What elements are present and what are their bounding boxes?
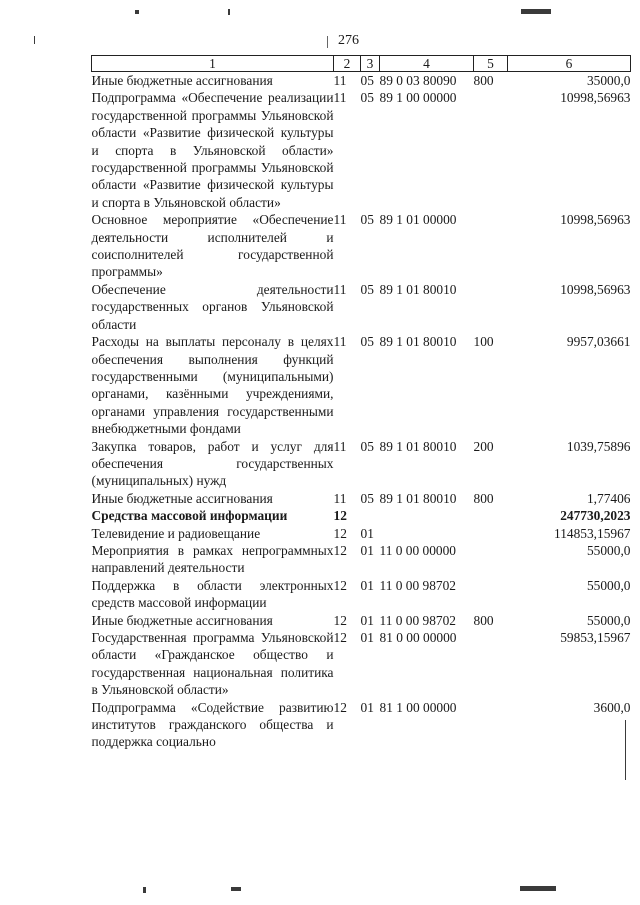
row-target-article: 11 0 00 00000 [379, 542, 456, 558]
row-section: 11 [333, 334, 347, 350]
row-expense-type: 800 [473, 612, 494, 628]
table-row [92, 89, 631, 211]
row-expense-type [474, 699, 508, 751]
row-subsection: 01 [360, 612, 374, 628]
row-subsection: 05 [360, 212, 374, 228]
row-amount: 55000,0 [586, 577, 631, 593]
row-amount: 1,77406 [586, 490, 631, 506]
row-amount: 1039,75896 [566, 438, 631, 454]
row-target-article: 89 1 01 80010 [379, 438, 457, 454]
row-section: 11 [333, 438, 347, 454]
row-subsection: 01 [360, 577, 374, 593]
table-header-row [92, 56, 631, 72]
scan-artifact-left [34, 36, 35, 44]
table-row [92, 72, 631, 90]
row-section: 11 [333, 90, 347, 106]
row-section: 11 [333, 490, 347, 506]
row-amount: 59853,15967 [560, 630, 631, 645]
row-target-article: 81 1 00 00000 [379, 699, 457, 715]
row-section: 11 [333, 212, 347, 228]
row-expense-type [474, 577, 508, 612]
row-target-article [380, 525, 474, 542]
budget-table [91, 55, 631, 751]
row-section: 12 [333, 630, 347, 645]
row-target-article [380, 507, 474, 524]
scan-artifact-bottom [520, 886, 556, 891]
row-target-article: 89 1 01 80010 [379, 281, 457, 297]
table-row [92, 612, 631, 629]
row-section: 12 [333, 699, 347, 715]
table-row [92, 525, 631, 542]
row-expense-type [474, 507, 508, 524]
table-row [92, 281, 631, 333]
row-subsection: 01 [360, 542, 374, 558]
column-header-3: 3 [361, 56, 380, 72]
row-name: Расходы на выплаты персоналу в целях обеспечения выполнения функций государственными (муниципальными) органами, казёнными учреждениями, органами управления государственными внебюджетными фондами [91, 334, 334, 437]
row-target-article: 89 1 00 00000 [379, 90, 457, 106]
row-name: Обеспечение деятельности государственных органов Ульяновской области [91, 281, 334, 332]
column-header-1: 1 [92, 56, 334, 72]
row-expense-type [474, 281, 508, 333]
table-row [92, 211, 631, 281]
scan-artifact-top [521, 9, 551, 14]
row-target-article: 89 0 03 80090 [379, 73, 457, 88]
table-body [92, 72, 631, 751]
table-row [92, 490, 631, 507]
row-name: Иные бюджетные ассигнования [91, 490, 273, 506]
row-target-article: 81 0 00 00000 [379, 630, 457, 645]
row-subsection: 05 [360, 281, 374, 297]
row-section: 12 [333, 612, 347, 628]
row-subsection: 05 [360, 90, 374, 106]
scan-artifact-top [228, 9, 230, 15]
row-section: 11 [333, 281, 347, 297]
row-target-article: 11 0 00 98702 [379, 577, 456, 593]
table-row [92, 542, 631, 577]
row-subsection: 01 [360, 525, 374, 541]
row-expense-type: 800 [473, 73, 494, 88]
row-expense-type [474, 542, 508, 577]
row-name: Мероприятия в рамках непрограммных направлений деятельности [91, 542, 334, 576]
scan-tick-mark [327, 36, 328, 48]
row-target-article: 89 1 01 80010 [379, 490, 457, 506]
row-subsection: 01 [360, 630, 374, 645]
row-subsection: 05 [360, 490, 374, 506]
table-row [92, 699, 631, 751]
row-name: Телевидение и радиовещание [91, 525, 261, 541]
row-expense-type: 200 [473, 438, 494, 454]
table-row [92, 629, 631, 699]
column-header-5: 5 [474, 56, 508, 72]
row-section: 11 [333, 73, 347, 88]
row-subsection: 01 [360, 699, 374, 715]
row-expense-type: 800 [473, 490, 494, 506]
row-subsection: 05 [360, 334, 374, 350]
table-row [92, 333, 631, 437]
row-section: 12 [333, 525, 347, 541]
column-header-2: 2 [334, 56, 361, 72]
row-amount: 247730,2023 [560, 508, 631, 524]
row-target-article: 89 1 01 80010 [379, 334, 457, 350]
row-name: Средства массовой информации [91, 508, 288, 524]
row-name: Иные бюджетные ассигнования [91, 612, 273, 628]
column-header-4: 4 [380, 56, 474, 72]
row-name: Государственная программа Ульяновской области «Гражданское общество и государственная национальная политика в Ульяновской области» [91, 630, 334, 698]
row-subsection [361, 507, 380, 524]
row-section: 12 [333, 577, 347, 593]
row-name: Поддержка в области электронных средств массовой информации [91, 577, 334, 611]
row-name: Иные бюджетные ассигнования [91, 73, 273, 88]
row-amount: 114853,15967 [554, 525, 631, 541]
row-target-article: 11 0 00 98702 [379, 612, 456, 628]
row-name: Подпрограмма «Обеспечение реализации государственной программы Ульяновской области «Развитие физической культуры и спорта в Ульяновской области» государственной программы Ульяновской области «Развитие физической культуры и спорта в Ульяновской области» [91, 90, 334, 210]
table-header [92, 56, 631, 72]
row-target-article: 89 1 01 00000 [379, 212, 457, 228]
row-amount: 55000,0 [586, 612, 631, 628]
row-expense-type [474, 629, 508, 699]
row-name: Основное мероприятие «Обеспечение деятельности исполнителей и соисполнителей государственной программы» [91, 212, 334, 280]
scan-artifact-bottom [143, 887, 146, 893]
scan-artifact-bottom [231, 887, 241, 891]
row-expense-type: 100 [473, 334, 494, 350]
row-name: Подпрограмма «Содействие развитию институтов гражданского общества и поддержка социально [91, 699, 334, 750]
row-amount: 10998,56963 [560, 90, 631, 106]
table-row [92, 577, 631, 612]
page-number: 276 [338, 33, 359, 48]
row-amount: 55000,0 [586, 542, 631, 558]
row-subsection: 05 [360, 438, 374, 454]
row-amount: 10998,56963 [560, 281, 631, 297]
table-row [92, 507, 631, 524]
row-expense-type [474, 89, 508, 211]
scan-artifact-top [135, 10, 139, 14]
row-section: 12 [333, 508, 347, 524]
column-header-6: 6 [508, 56, 631, 72]
table-row [92, 438, 631, 490]
row-section: 12 [333, 542, 347, 558]
row-expense-type [474, 211, 508, 281]
row-expense-type [474, 525, 508, 542]
row-amount: 3600,0 [593, 699, 631, 715]
row-amount: 10998,56963 [560, 212, 631, 228]
row-amount: 9957,03661 [566, 334, 631, 350]
row-subsection: 05 [360, 73, 374, 88]
row-amount: 35000,0 [586, 73, 631, 88]
row-name: Закупка товаров, работ и услуг для обеспечения государственных (муниципальных) нужд [91, 438, 334, 489]
